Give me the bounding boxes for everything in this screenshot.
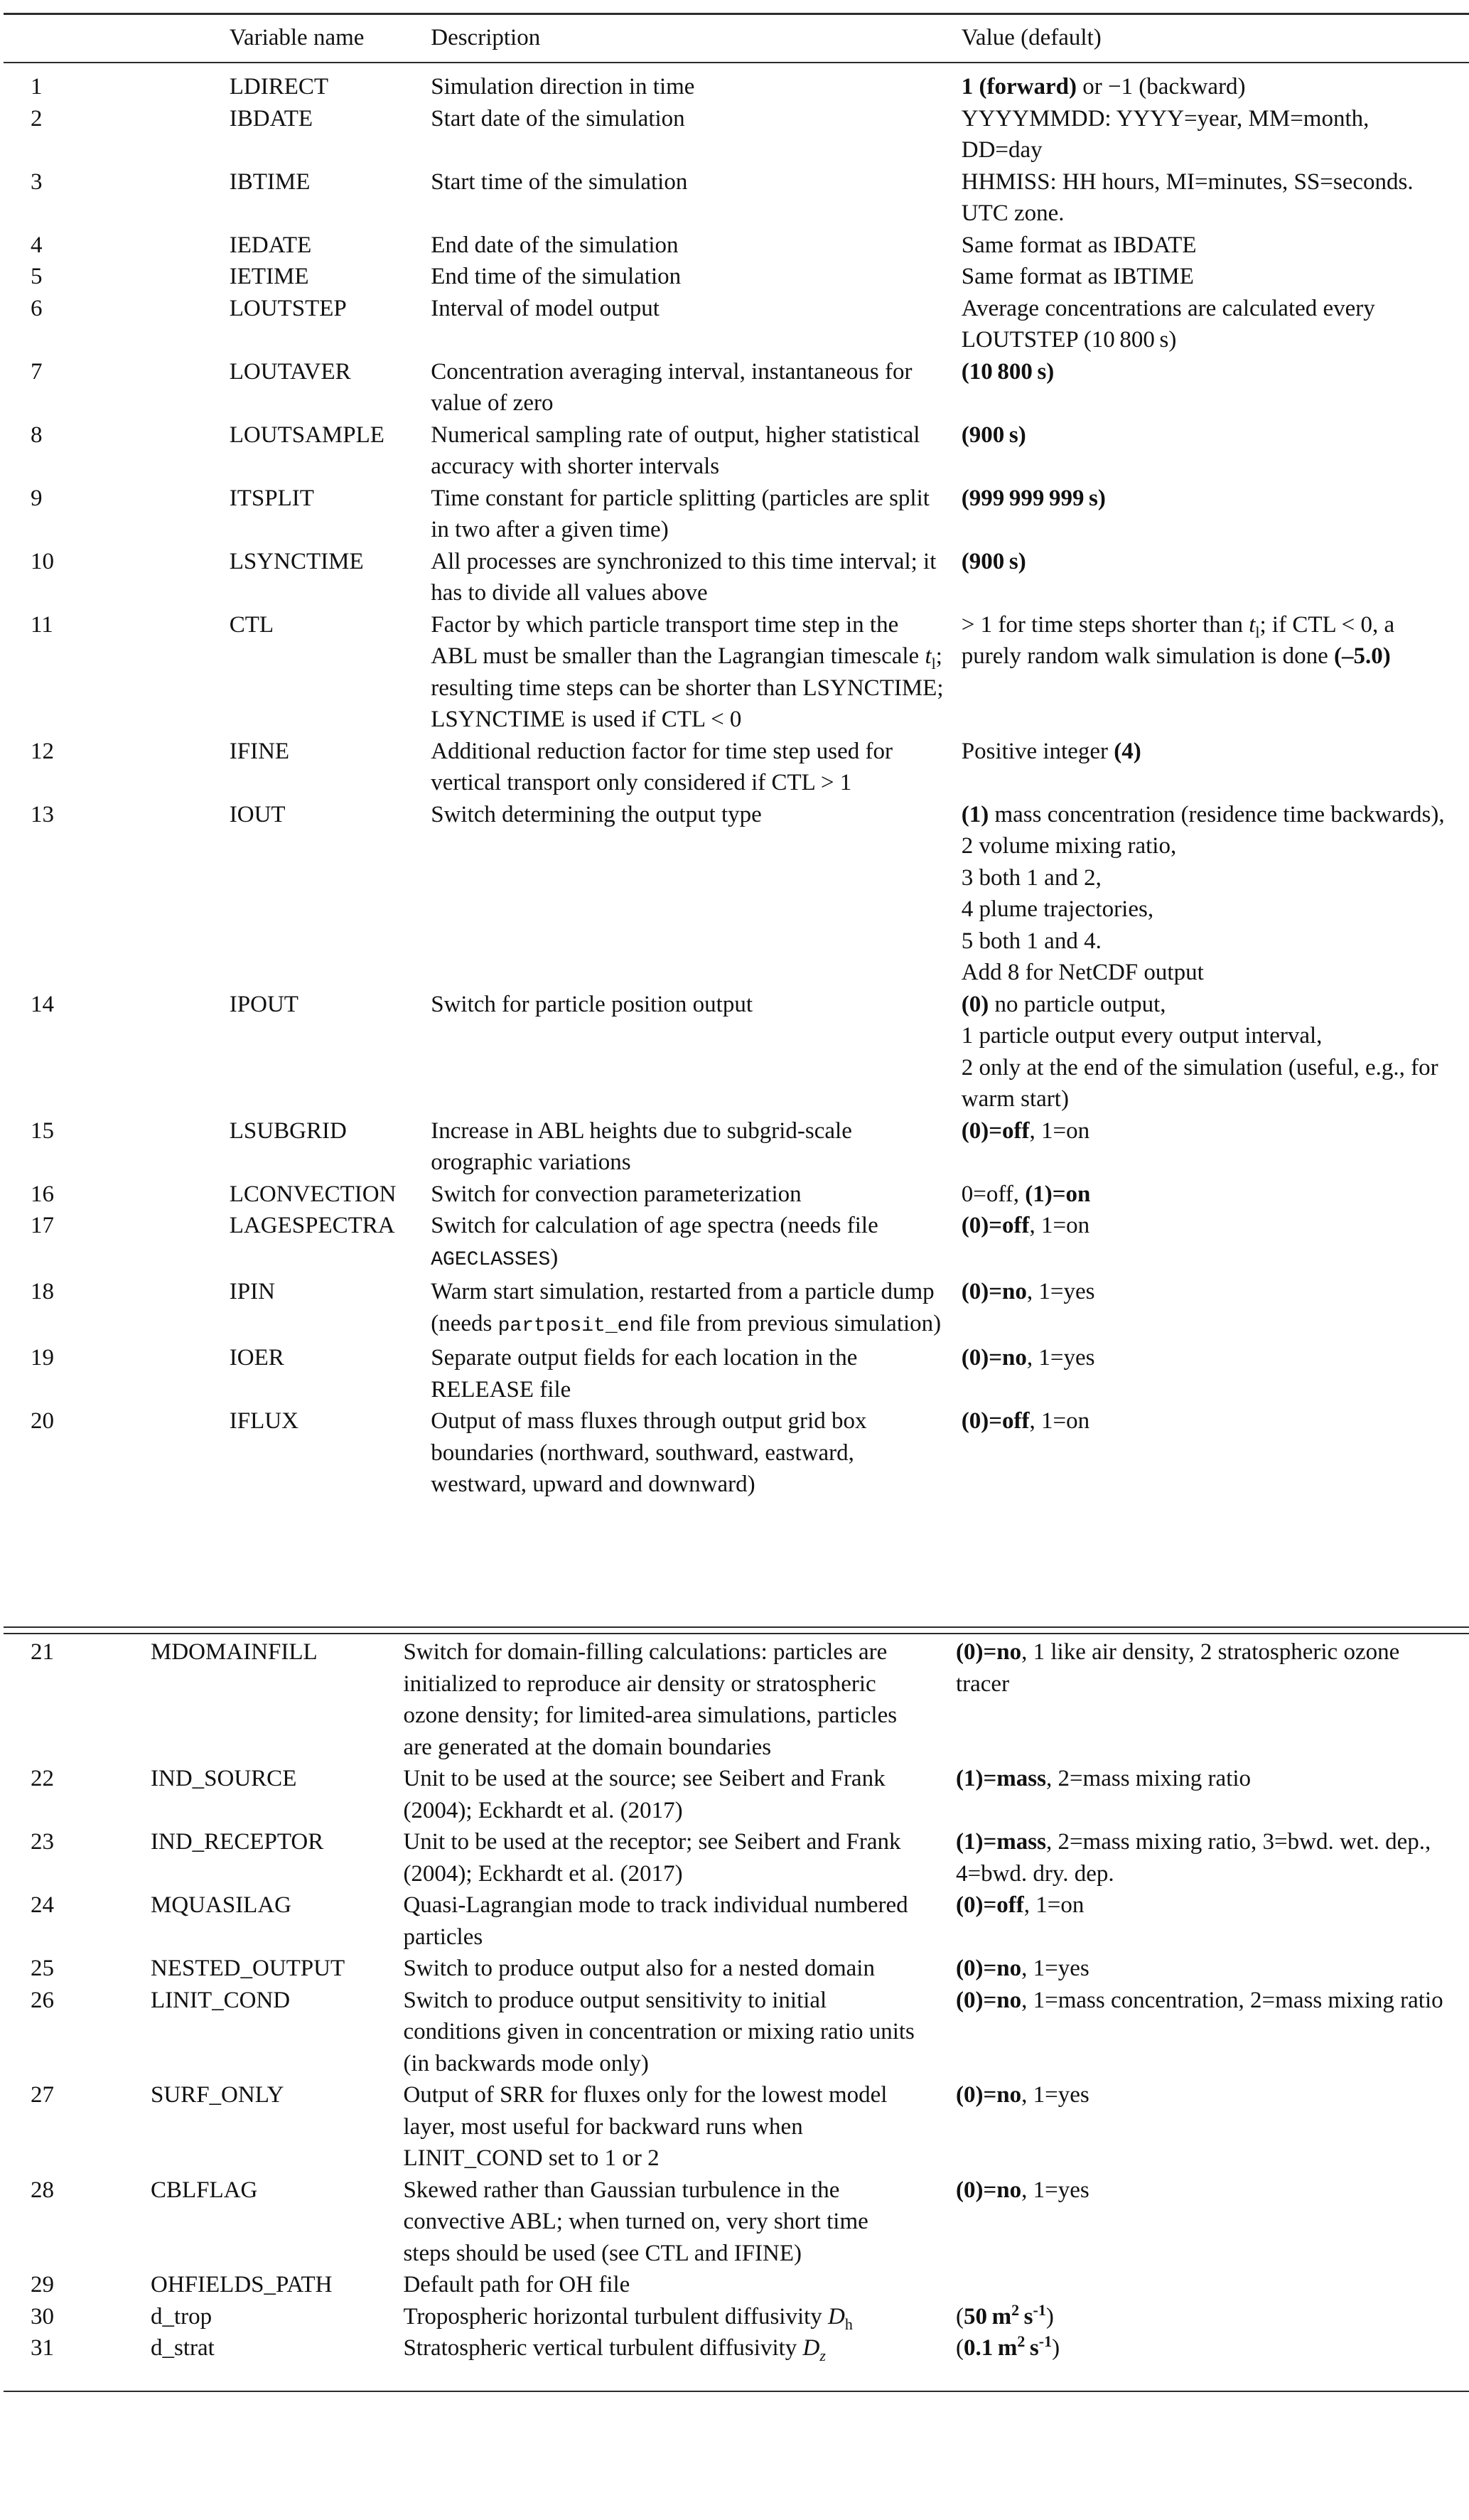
bold-default-text: (1)=on <box>1025 1181 1091 1207</box>
variable-name: LOUTSTEP <box>229 295 347 321</box>
text-run: Add 8 for NetCDF output <box>961 960 1204 985</box>
table-row <box>4 2079 1469 2175</box>
table-row <box>4 1953 1469 1985</box>
default-value <box>962 1342 1469 1405</box>
default-value <box>962 1210 1469 1276</box>
description: Concentration averaging interval, instantaneous for value of zero <box>431 358 913 416</box>
table-row <box>4 609 1469 736</box>
variable-name: IND_RECEPTOR <box>151 1829 324 1855</box>
description: Switch for domain-filling calculations: particles are initialized to reproduce air density or stratospheric ozone density; for limited-area simulations, particles are generated at the domain boundaries <box>403 1639 898 1760</box>
row-number: 8 <box>31 422 43 448</box>
bottom-rule <box>4 2391 1469 2392</box>
bold-default-text: 50 m <box>963 2303 1012 2329</box>
description: Simulation direction in time <box>431 74 695 100</box>
variable-name: IPOUT <box>229 991 298 1017</box>
text-run: , 1=yes <box>1021 2177 1089 2203</box>
text-run: 5 both 1 and 4. <box>961 928 1102 954</box>
default-value <box>962 1179 1469 1211</box>
description: Default path for OH file <box>403 2272 630 2298</box>
default-value <box>956 1636 1469 1763</box>
text-run: ; resulting time steps can be shorter than LSYNCTIME; LSYNCTIME is used if CTL < 0 <box>431 643 944 732</box>
text-run: , 1=yes <box>1021 2082 1089 2108</box>
text-run: Same format as IBTIME <box>961 264 1194 289</box>
header-value-default: Value (default) <box>961 25 1102 50</box>
row-number: 16 <box>31 1181 54 1207</box>
table-row <box>4 1763 1469 1826</box>
default-value <box>962 261 1469 293</box>
variable-name: CBLFLAG <box>151 2177 258 2203</box>
table-row <box>4 483 1469 546</box>
default-value <box>962 293 1469 356</box>
table-body-part-2 <box>4 1636 1469 2364</box>
variable-name: d_trop <box>151 2303 212 2329</box>
bold-default-text: (999 999 999 s) <box>961 485 1106 511</box>
value-option-line <box>962 1020 1453 1052</box>
table-row <box>4 1179 1469 1211</box>
variable-name: IFLUX <box>229 1408 298 1434</box>
default-value <box>962 1115 1469 1179</box>
description <box>431 609 962 736</box>
bold-default-text: (4) <box>1114 738 1141 764</box>
variable-name: IOUT <box>229 801 286 827</box>
variable-name: LCONVECTION <box>229 1181 397 1207</box>
table-row <box>4 2301 1469 2333</box>
variable-name: IPIN <box>229 1279 275 1304</box>
description: Unit to be used at the receptor; see Seibert and Frank (2004); Eckhardt et al. (2017) <box>403 1829 901 1887</box>
bold-default-text: (0) <box>961 991 989 1017</box>
value-option-line <box>962 799 1453 831</box>
row-number: 6 <box>31 295 43 321</box>
table-row <box>4 230 1469 262</box>
description: Separate output fields for each location in the RELEASE file <box>431 1345 858 1403</box>
description: Switch to produce output sensitivity to initial conditions given in concentration or mixing ratio units (in backwards mode only) <box>403 1987 915 2076</box>
text-run: , 1=on <box>1023 1892 1085 1918</box>
bold-default-text: 1 (forward) <box>961 74 1077 100</box>
header-variable-name: Variable name <box>229 25 365 50</box>
row-number: 5 <box>31 264 43 289</box>
value-option-line <box>962 894 1453 926</box>
bold-default-text: (10 800 s) <box>961 358 1055 385</box>
text-run: no particle output, <box>989 991 1166 1017</box>
text-run: ) <box>550 1244 559 1270</box>
text-run: , 2=mass mixing ratio <box>1045 1766 1252 1791</box>
variable-name: LSUBGRID <box>229 1117 347 1144</box>
row-number: 18 <box>31 1279 54 1304</box>
table-row <box>4 1405 1469 1501</box>
table-row <box>4 2175 1469 2270</box>
variable-name: IBDATE <box>229 105 313 132</box>
text-run: , 1=on <box>1029 1213 1090 1238</box>
variable-name: IFINE <box>229 738 290 764</box>
variable-name: IETIME <box>229 264 309 289</box>
variable-name: LDIRECT <box>229 74 329 100</box>
table-row <box>4 2332 1469 2364</box>
row-number: 24 <box>31 1892 54 1918</box>
table-row <box>4 1210 1469 1276</box>
math-symbol: D <box>802 2335 820 2361</box>
row-number: 2 <box>31 105 43 132</box>
text-run: 0=off, <box>961 1181 1026 1207</box>
description: Additional reduction factor for time step used for vertical transport only considered if CTL > 1 <box>431 738 893 795</box>
row-number: 17 <box>31 1213 54 1238</box>
text-run: ( <box>955 2303 964 2329</box>
bold-default-text: (0)=off <box>961 1117 1030 1144</box>
variable-name: MDOMAINFILL <box>151 1639 318 1665</box>
description: End date of the simulation <box>431 232 679 258</box>
table-row <box>4 1342 1469 1405</box>
text-run: ) <box>1052 2335 1060 2361</box>
text-run: 4 plume trajectories, <box>961 896 1154 922</box>
math-symbol: D <box>828 2303 845 2329</box>
row-number: 31 <box>31 2335 54 2361</box>
bold-default-text: (0)=off <box>955 1892 1024 1918</box>
default-value <box>956 1889 1469 1953</box>
default-value <box>962 989 1469 1115</box>
superscript: 2 <box>1011 2300 1020 2319</box>
text-run: YYYYMMDD: YYYY=year, MM=month, DD=day <box>961 105 1370 163</box>
bold-default-text: (1) <box>961 801 989 827</box>
row-number: 27 <box>31 2082 54 2108</box>
row-number: 15 <box>31 1117 54 1144</box>
variable-name: IEDATE <box>229 232 312 258</box>
text-run: or −1 (backward) <box>1076 74 1246 100</box>
table-row <box>4 1276 1469 1342</box>
text-run: , 2=mass mixing ratio, 3=bwd. wet. dep., 4=bwd. dry. dep. <box>955 1829 1431 1887</box>
description <box>403 2301 956 2333</box>
row-number: 10 <box>31 548 54 574</box>
default-value <box>962 609 1469 736</box>
variable-name: LOUTSAMPLE <box>229 422 384 448</box>
file-name: partposit_end <box>497 1314 654 1337</box>
bold-default-text: 0.1 m <box>963 2335 1018 2361</box>
table-row <box>4 1985 1469 2080</box>
subscript: l <box>1255 623 1260 641</box>
bold-default-text: (0)=no <box>961 1279 1027 1304</box>
bold-default-text: (0)=no <box>955 1639 1022 1665</box>
value-option-line <box>962 926 1453 958</box>
parameter-table-part-2 <box>4 1636 1469 2364</box>
variable-name: SURF_ONLY <box>151 2082 284 2108</box>
text-run: Average concentrations are calculated every LOUTSTEP (10 800 s) <box>961 295 1375 353</box>
default-value <box>962 71 1469 103</box>
row-number: 9 <box>31 485 43 511</box>
table-row <box>4 1636 1469 1763</box>
variable-name: IOER <box>229 1345 284 1371</box>
text-run: Positive integer <box>961 738 1114 764</box>
row-number: 21 <box>31 1639 54 1665</box>
default-value <box>962 419 1469 483</box>
default-value <box>956 2301 1469 2333</box>
row-number: 3 <box>31 168 43 195</box>
description: Unit to be used at the source; see Seibert and Frank (2004); Eckhardt et al. (2017) <box>403 1766 886 1823</box>
bold-default-text: s <box>1025 2335 1039 2361</box>
table-row <box>4 799 1469 989</box>
description: Output of SRR for fluxes only for the lowest model layer, most useful for backward runs when LINIT_COND set to 1 or 2 <box>403 2082 888 2171</box>
default-value <box>962 546 1469 609</box>
default-value <box>956 2269 1469 2301</box>
description: Start time of the simulation <box>431 168 688 195</box>
table-row <box>4 1826 1469 1889</box>
text-run: ) <box>1045 2303 1054 2329</box>
description: Switch for particle position output <box>431 991 753 1017</box>
row-number: 22 <box>31 1766 54 1791</box>
text-run: 2 only at the end of the simulation (useful, e.g., for warm start) <box>961 1054 1438 1112</box>
row-number: 14 <box>31 991 54 1017</box>
math-symbol: t <box>1249 611 1256 638</box>
text-run: Stratospheric vertical turbulent diffusivity <box>403 2335 803 2361</box>
default-value <box>956 1953 1469 1985</box>
row-number: 25 <box>31 1956 54 1981</box>
bold-default-text: (900 s) <box>961 422 1026 448</box>
value-option-line <box>962 957 1453 989</box>
variable-name: d_strat <box>151 2335 215 2361</box>
subscript: z <box>819 2347 826 2364</box>
text-run: , 1=mass concentration, 2=mass mixing ratio <box>1021 1987 1443 2013</box>
row-number: 29 <box>31 2272 54 2298</box>
table-row <box>4 1115 1469 1179</box>
text-run: Switch for calculation of age spectra (needs file <box>431 1213 878 1238</box>
table-row <box>4 71 1469 103</box>
description <box>403 2332 956 2364</box>
table-row <box>4 736 1469 799</box>
row-number: 1 <box>31 74 43 100</box>
table-row <box>4 2269 1469 2301</box>
text-run: 3 both 1 and 2, <box>961 864 1102 891</box>
text-run: Tropospheric horizontal turbulent diffusivity <box>403 2303 829 2329</box>
part-separator-rule-1 <box>4 1626 1469 1628</box>
default-value <box>962 1405 1469 1501</box>
description <box>431 1210 962 1276</box>
text-run: , 1=on <box>1029 1408 1090 1434</box>
description: Switch to produce output also for a nested domain <box>403 1956 875 1981</box>
subscript: h <box>844 2315 853 2333</box>
variable-name: CTL <box>229 611 274 638</box>
file-name: AGECLASSES <box>431 1248 551 1271</box>
description: Numerical sampling rate of output, higher statistical accuracy with shorter intervals <box>431 422 920 479</box>
row-number: 30 <box>31 2303 54 2329</box>
subscript: l <box>931 655 936 672</box>
row-number: 12 <box>31 738 54 764</box>
description: Output of mass fluxes through output grid box boundaries (northward, southward, eastward, westward, upward and downward) <box>431 1408 867 1497</box>
description: Start date of the simulation <box>431 105 685 132</box>
variable-name: IBTIME <box>229 168 311 195</box>
variable-name: OHFIELDS_PATH <box>151 2272 333 2298</box>
default-value <box>962 799 1469 989</box>
default-value <box>962 103 1469 166</box>
default-value <box>956 2332 1469 2364</box>
value-option-line <box>962 830 1453 862</box>
text-run: , 1=yes <box>1026 1345 1095 1371</box>
description <box>431 1276 962 1342</box>
table-row <box>4 166 1469 230</box>
table-body-part-1 <box>4 71 1469 1501</box>
row-number: 26 <box>31 1987 54 2013</box>
row-number: 13 <box>31 801 54 827</box>
description: Skewed rather than Gaussian turbulence in the convective ABL; when turned on, very short time steps should be used (see CTL and IFINE) <box>403 2177 868 2266</box>
variable-name: LOUTAVER <box>229 358 351 385</box>
table-row <box>4 1889 1469 1953</box>
default-value <box>956 2079 1469 2175</box>
variable-name: IND_SOURCE <box>151 1766 297 1791</box>
part-separator-rule-2 <box>4 1633 1469 1634</box>
row-number: 20 <box>31 1408 54 1434</box>
bold-default-text: (1)=mass <box>955 1829 1046 1855</box>
value-option-line <box>962 1052 1453 1115</box>
row-number: 7 <box>31 358 43 385</box>
description: Switch for convection parameterization <box>431 1181 802 1207</box>
bold-default-text: (0)=no <box>955 2177 1022 2203</box>
table-row <box>4 419 1469 483</box>
table-row <box>4 989 1469 1115</box>
row-number: 11 <box>31 611 53 638</box>
text-run: > 1 for time steps shorter than <box>961 611 1249 638</box>
default-value <box>962 736 1469 799</box>
default-value <box>962 356 1469 419</box>
bold-default-text: (0)=no <box>955 1956 1022 1981</box>
table-row <box>4 261 1469 293</box>
bold-default-text: (–5.0) <box>1334 643 1391 669</box>
text-run: 2 volume mixing ratio, <box>961 833 1177 859</box>
table-row <box>4 293 1469 356</box>
bold-default-text: (1)=mass <box>955 1766 1046 1791</box>
table-header-row <box>4 15 1469 71</box>
text-run: file from previous simulation) <box>653 1310 942 1336</box>
text-run: ; if CTL < 0, a purely random walk simulation is done <box>961 611 1395 669</box>
variable-name: LAGESPECTRA <box>229 1213 395 1238</box>
row-number: 19 <box>31 1345 54 1371</box>
text-run: Same format as IBDATE <box>961 232 1197 258</box>
default-value <box>962 166 1469 230</box>
header-description: Description <box>431 25 541 50</box>
value-option-line <box>962 862 1453 894</box>
default-value <box>956 1985 1469 2080</box>
default-value <box>962 1276 1469 1342</box>
superscript: -1 <box>1033 2300 1046 2319</box>
superscript: 2 <box>1017 2332 1026 2350</box>
text-run: Warm start simulation, restarted from a particle dump (needs <box>431 1279 935 1336</box>
default-value <box>962 230 1469 262</box>
table-row <box>4 356 1469 419</box>
bold-default-text: (0)=no <box>955 2082 1022 2108</box>
row-number: 23 <box>31 1829 54 1855</box>
default-value <box>956 2175 1469 2270</box>
description: Increase in ABL heights due to subgrid-scale orographic variations <box>431 1117 852 1175</box>
bold-default-text: s <box>1019 2303 1033 2329</box>
bold-default-text: (0)=no <box>955 1987 1022 2013</box>
variable-name: LSYNCTIME <box>229 548 364 574</box>
math-symbol: t <box>925 643 932 669</box>
value-option-line <box>962 989 1453 1021</box>
text-run: , 1=yes <box>1021 1956 1089 1981</box>
header-number <box>4 15 230 71</box>
description: Time constant for particle splitting (particles are split in two after a given time) <box>431 485 930 542</box>
row-number: 4 <box>31 232 43 258</box>
default-value <box>962 483 1469 546</box>
text-run: ( <box>955 2335 964 2361</box>
description: Interval of model output <box>431 295 660 321</box>
description: All processes are synchronized to this time interval; it has to divide all values above <box>431 548 937 606</box>
text-run: 1 particle output every output interval, <box>961 1023 1323 1049</box>
bold-default-text: (0)=off <box>961 1213 1030 1238</box>
superscript: -1 <box>1038 2332 1053 2350</box>
text-run: , 1=yes <box>1026 1279 1095 1304</box>
default-value <box>956 1826 1469 1889</box>
table-row <box>4 546 1469 609</box>
variable-name: NESTED_OUTPUT <box>151 1956 345 1981</box>
text-run: HHMISS: HH hours, MI=minutes, SS=seconds. UTC zone. <box>961 168 1414 226</box>
text-run: , 1=on <box>1029 1117 1090 1144</box>
description: Switch determining the output type <box>431 801 762 827</box>
table-row <box>4 103 1469 166</box>
text-run: , 1 like air density, 2 stratospheric ozone tracer <box>955 1639 1400 1697</box>
variable-name: ITSPLIT <box>229 485 314 511</box>
bold-default-text: (0)=no <box>961 1345 1027 1371</box>
variable-name: LINIT_COND <box>151 1987 291 2013</box>
text-run: Factor by which particle transport time step in the ABL must be smaller than the Lagrangian timescale <box>431 611 925 669</box>
parameter-table-part-1 <box>4 15 1469 1501</box>
default-value <box>956 1763 1469 1826</box>
description: End time of the simulation <box>431 264 682 289</box>
description: Quasi-Lagrangian mode to track individual numbered particles <box>403 1892 908 1950</box>
bold-default-text: (900 s) <box>961 548 1026 574</box>
variable-name: MQUASILAG <box>151 1892 291 1918</box>
bold-default-text: (0)=off <box>961 1408 1030 1434</box>
row-number: 28 <box>31 2177 54 2203</box>
text-run: mass concentration (residence time backwards), <box>989 801 1445 827</box>
